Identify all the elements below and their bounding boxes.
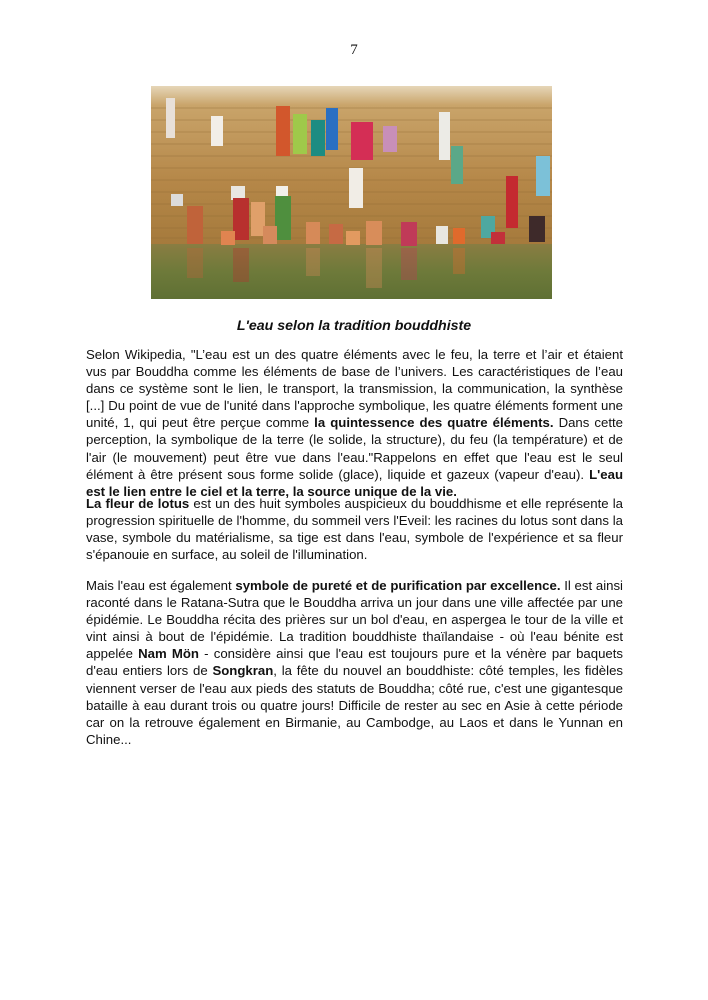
river-water	[151, 244, 552, 299]
text-segment: est un des huit symboles auspicieux du bouddhisme et elle représente la progression spirituelle de l'homme, du sommeil vers l'Eveil: les racines du lotus sont dans la vase, symbole du matérialisme, sa tige est dans l'eau, symbole de l'expérience et sa fleur s'épanouie en surface, au soleil de l'illumination.	[86, 496, 623, 563]
text-segment: Dans cette perception, la symbolique de la terre (le solide, la structure), du feu (la température) et de l'air (le mouvement) peut être vue dans l'eau."Rappelons en effet que l'eau est le seul élément à être présent sous forme solide (glace), liquide et gazeux (vapeur d'eau).	[86, 415, 623, 482]
emphasis-nam-mon: Nam Mön	[138, 646, 199, 662]
ghats-bathing-photo	[151, 86, 552, 299]
paragraph-purity	[86, 577, 623, 748]
paragraph-water-elements	[86, 346, 623, 500]
emphasis-source-of-life: L'eau est le lien entre le ciel et la terre, la source unique de la vie.	[86, 466, 623, 499]
text-segment: Mais l'eau est également	[86, 578, 236, 593]
emphasis-lotus: La fleur de lotus	[86, 496, 190, 511]
photo-illustration	[151, 86, 552, 299]
text-segment: , la fête du nouvel an bouddhiste: côté temples, les fidèles viennent verser de l'eau aux pieds des statuts de Bouddha; côté rue, c'est une gigantesque bataille à eau durant trois ou quatre jours! Difficile de rester au sec en Asie à cette période car on la retrouve également en Birmanie, au Cambodge, au Laos et dans le Yunnan en Chine...	[86, 663, 623, 747]
figure-caption: L'eau selon la tradition bouddhiste	[236, 318, 472, 334]
page-number: 7	[350, 42, 358, 58]
emphasis-purity: symbole de pureté et de purification par excellence.	[235, 578, 561, 593]
emphasis-quintessence: la quintessence des quatre éléments.	[314, 415, 554, 431]
emphasis-songkran: Songkran	[212, 663, 274, 679]
text-segment: - considère ainsi que l'eau est toujours pure et la vénère par baquets d'eau entiers lors de	[86, 646, 623, 679]
text-segment: Il est ainsi raconté dans le Ratana-Sutra que le Bouddha arriva un jour dans une ville affectée par une épidémie. Le Bouddha récita des prières sur un bol d'eau, en aspergea le tour de la ville et vint ainsi à bout de l'épidémie. La tradition bouddhiste thaïlandaise - où l'eau bénite est appelée	[86, 578, 623, 662]
text-segment: Selon Wikipedia, "L’eau est un des quatre éléments avec le feu, la terre et l’air et étaient vus par Bouddha comme les éléments de base de l’univers. Les caractéristiques de l’eau dans ce système sont le lien, le transport, la transmission, la communication, la synthèse [...] Du point de vue de l'unité dans l'approche symbolique, les quatre éléments forment une unité, 1, qui peut être perçue comme	[86, 347, 623, 431]
paragraph-lotus-flower	[86, 495, 623, 563]
